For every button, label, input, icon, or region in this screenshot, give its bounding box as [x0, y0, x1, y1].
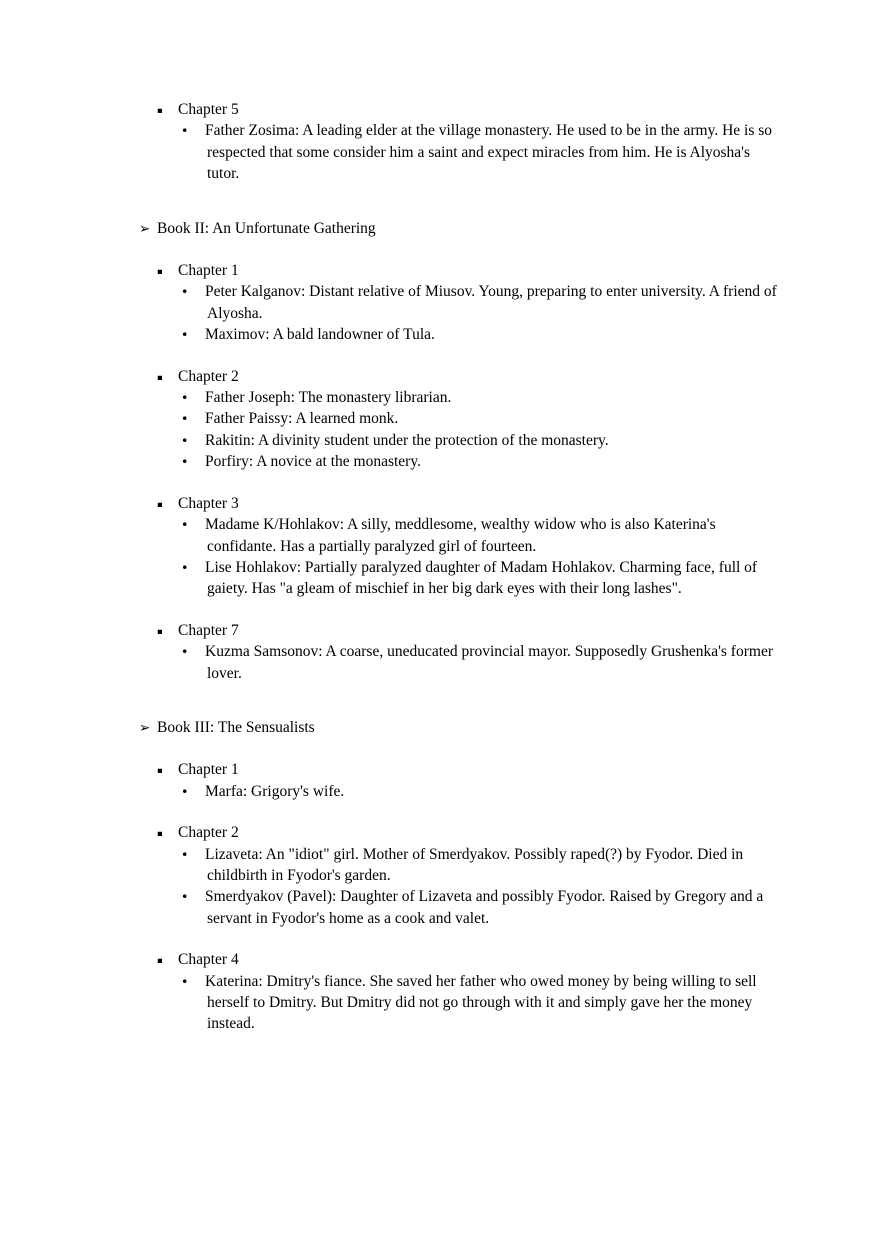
character-entry-text: Marfa: Grigory's wife.: [205, 782, 345, 800]
character-entry: [0, 430, 780, 451]
round-bullet-icon: •: [181, 432, 189, 448]
round-bullet-icon: •: [181, 644, 189, 660]
chapter-heading: [0, 260, 780, 281]
round-bullet-icon: •: [181, 846, 189, 862]
character-entry-text: Rakitin: A divinity student under the protection of the monastery.: [205, 431, 609, 449]
arrow-bullet-icon: ➢: [139, 719, 151, 736]
square-bullet-icon: ▪: [157, 499, 163, 510]
chapter-heading-label: Chapter 2: [178, 824, 239, 842]
character-entry: [0, 408, 780, 429]
square-bullet-icon: ▪: [157, 956, 163, 967]
character-entry-text: Kuzma Samsonov: A coarse, uneducated provincial mayor. Supposedly Grushenka's former lover.: [205, 643, 773, 682]
round-bullet-icon: •: [181, 889, 189, 905]
round-bullet-icon: •: [181, 454, 189, 470]
book-heading: [0, 717, 780, 738]
character-entry: [0, 120, 780, 184]
character-entry-text: Lizaveta: An "idiot" girl. Mother of Smerdyakov. Possibly raped(?) by Fyodor. Died in childbirth in Fyodor's garden.: [205, 845, 744, 884]
character-entry: [0, 557, 780, 600]
character-entry: [0, 451, 780, 472]
character-entry-text: Father Joseph: The monastery librarian.: [205, 389, 452, 407]
book-heading: [0, 218, 780, 239]
round-bullet-icon: •: [181, 559, 189, 575]
character-entry-text: Lise Hohlakov: Partially paralyzed daughter of Madam Hohlakov. Charming face, full of gaiety. Has "a gleam of mischief in her big dark eyes with their long lashes".: [205, 558, 758, 598]
character-entry-text: Madame K/Hohlakov: A silly, meddlesome, wealthy widow who is also Katerina's confidante. Has a partially paralyzed girl of fourteen.: [205, 516, 716, 555]
chapter-heading-label: Chapter 7: [178, 621, 239, 639]
character-entry: [0, 324, 780, 345]
round-bullet-icon: •: [181, 123, 189, 139]
chapter-heading: [0, 99, 780, 120]
chapter-heading: [0, 620, 780, 641]
chapter-heading: [0, 493, 780, 514]
round-bullet-icon: •: [181, 783, 189, 799]
book-heading-label: Book III: The Sensualists: [157, 718, 315, 736]
character-entry-text: Porfiry: A novice at the monastery.: [205, 453, 421, 471]
square-bullet-icon: ▪: [157, 829, 163, 840]
book-heading-label: Book II: An Unfortunate Gathering: [157, 219, 376, 237]
character-entry-text: Maximov: A bald landowner of Tula.: [205, 326, 435, 344]
character-entry-text: Father Zosima: A leading elder at the village monastery. He used to be in the army. He is so respected that some consider him a saint and expect miracles from him. He is Alyosha's tutor.: [205, 122, 773, 183]
character-entry-text: Father Paissy: A learned monk.: [205, 410, 399, 428]
chapter-heading-label: Chapter 3: [178, 494, 239, 512]
chapter-heading-label: Chapter 1: [178, 262, 239, 280]
square-bullet-icon: ▪: [157, 372, 163, 383]
character-entry-text: Smerdyakov (Pavel): Daughter of Lizaveta and possibly Fyodor. Raised by Gregory and a servant in Fyodor's home as a cook and valet.: [205, 888, 764, 927]
character-entry: [0, 387, 780, 408]
chapter-heading-label: Chapter 2: [178, 367, 239, 385]
character-entry: [0, 971, 780, 1035]
chapter-heading-label: Chapter 5: [178, 101, 239, 118]
round-bullet-icon: •: [181, 327, 189, 343]
character-entry-text: Peter Kalganov: Distant relative of Miusov. Young, preparing to enter university. A friend of Alyosha.: [205, 283, 777, 322]
character-entry: [0, 844, 780, 887]
round-bullet-icon: •: [181, 411, 189, 427]
character-entry-text: Katerina: Dmitry's fiance. She saved her father who owed money by being willing to sell herself to Dmitry. But Dmitry did not go through with it and simply gave her the money instead.: [205, 972, 757, 1033]
arrow-bullet-icon: ➢: [139, 220, 151, 237]
chapter-heading: [0, 759, 780, 780]
chapter-heading: [0, 822, 780, 843]
character-entry: [0, 781, 780, 802]
character-entry: [0, 886, 780, 929]
square-bullet-icon: ▪: [157, 766, 163, 777]
outline-list: [0, 99, 780, 1035]
round-bullet-icon: •: [181, 517, 189, 533]
chapter-heading: [0, 949, 780, 970]
character-entry: [0, 281, 780, 324]
character-entry: [0, 641, 780, 684]
character-entry: [0, 514, 780, 557]
square-bullet-icon: ▪: [157, 626, 163, 637]
round-bullet-icon: •: [181, 390, 189, 406]
chapter-heading: [0, 366, 780, 387]
round-bullet-icon: •: [181, 973, 189, 989]
square-bullet-icon: ▪: [157, 267, 163, 278]
chapter-heading-label: Chapter 4: [178, 951, 239, 969]
square-bullet-icon: ▪: [157, 106, 163, 116]
chapter-heading-label: Chapter 1: [178, 761, 239, 779]
round-bullet-icon: •: [181, 284, 189, 300]
